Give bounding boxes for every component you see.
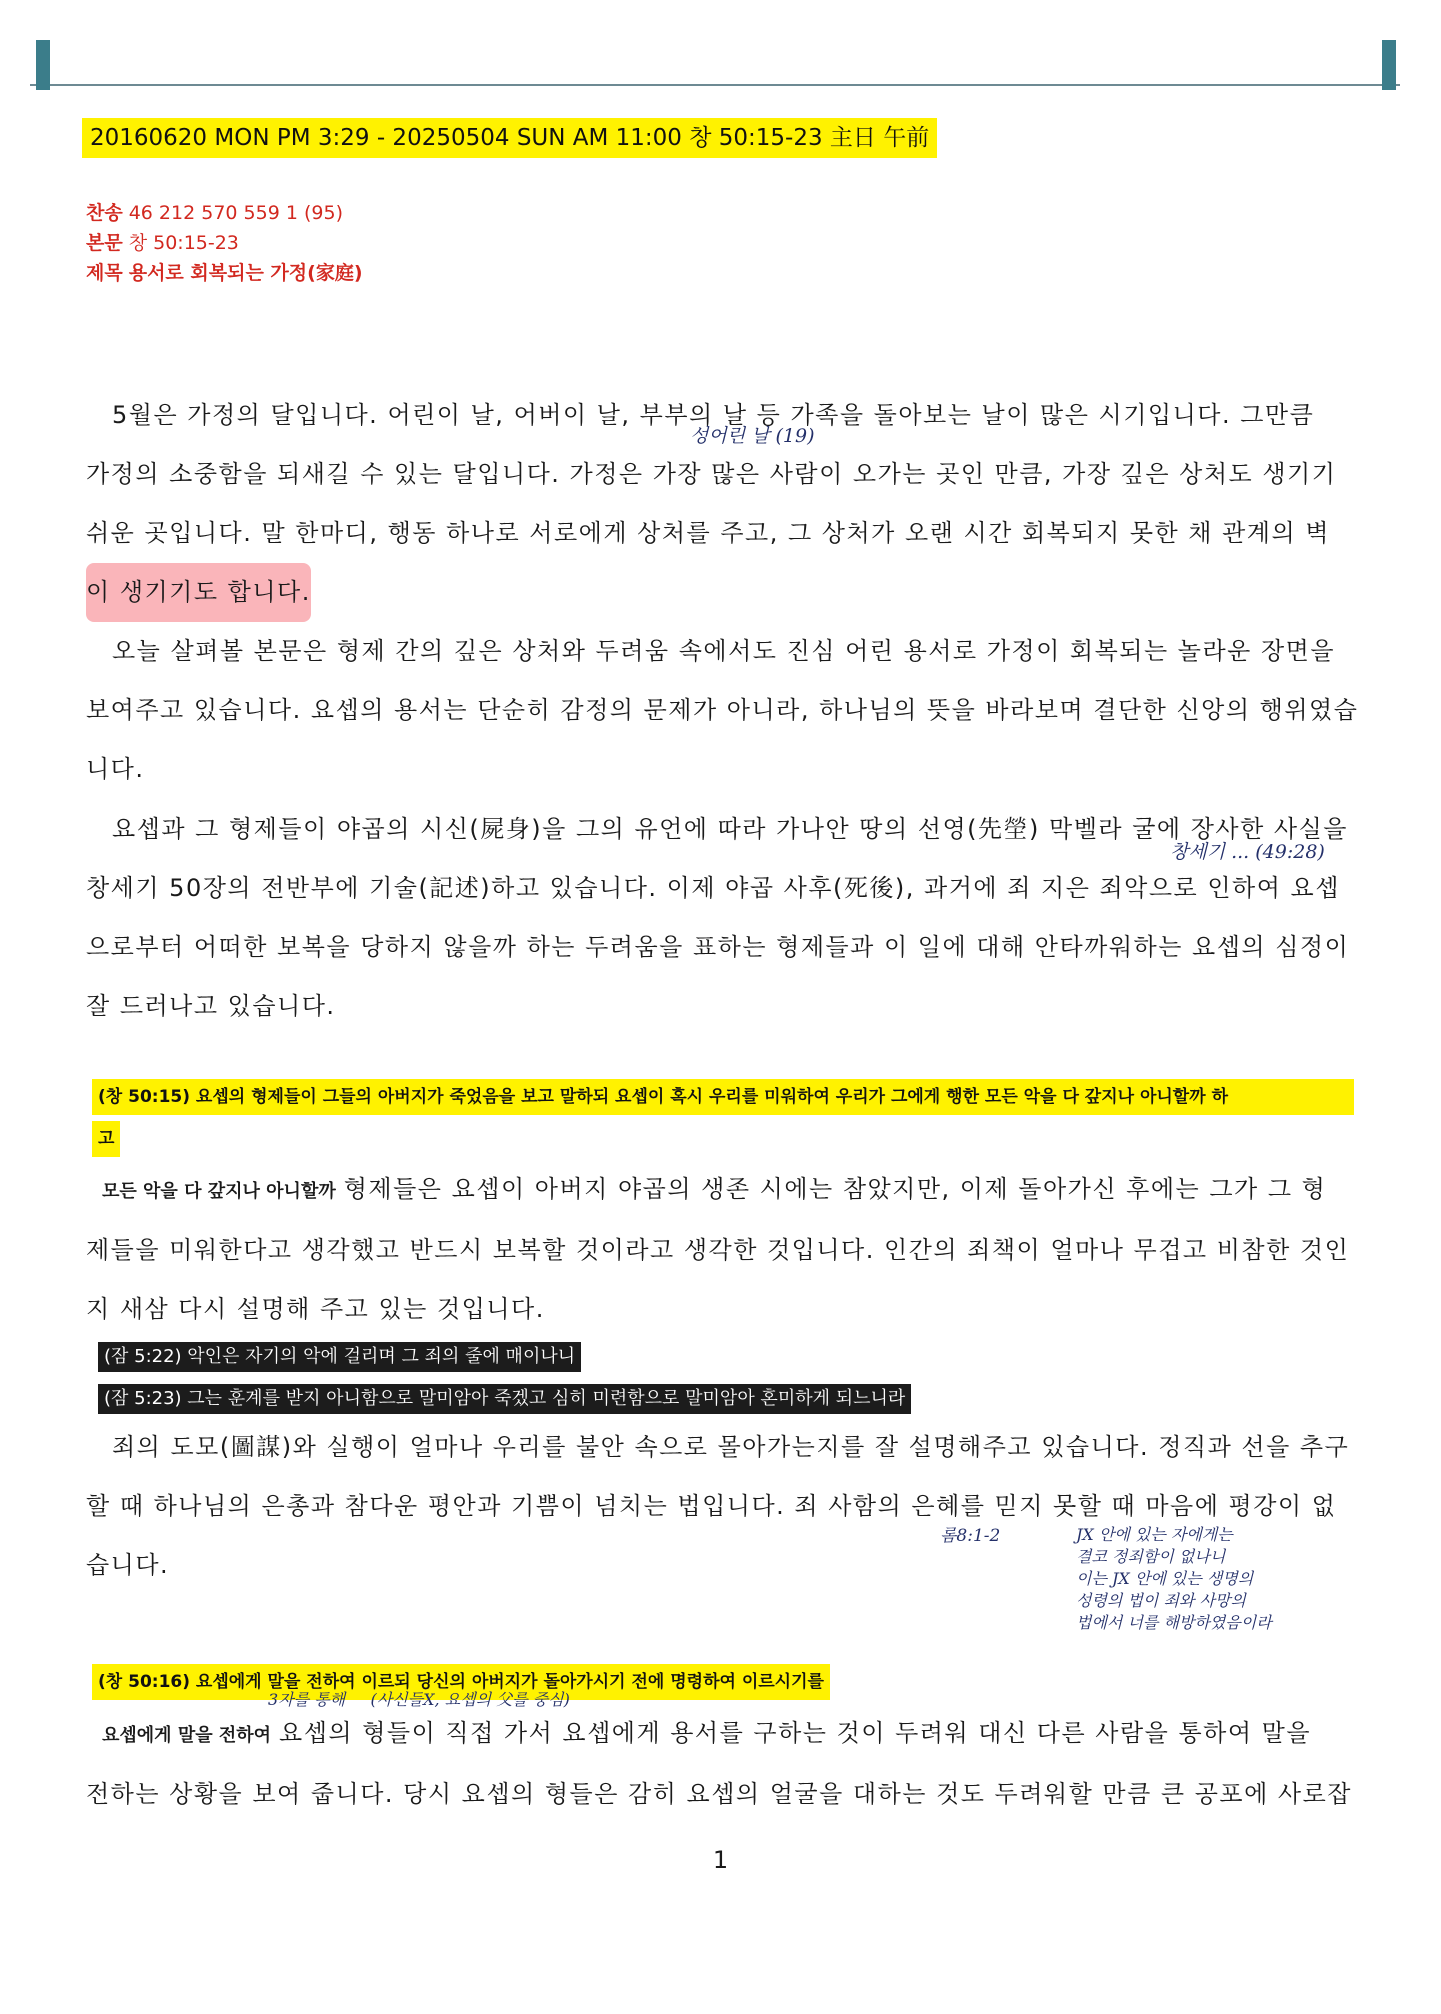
- sermon-date-line: 20160620 MON PM 3:29 - 20250504 SUN AM 11:00 창 50:15-23 主日 午前: [82, 118, 937, 158]
- paragraph-6: [86, 1704, 1350, 1824]
- hymn-value: 46 212 570 559 1 (95): [128, 202, 343, 224]
- paragraph-4: [86, 1160, 1350, 1339]
- right-binder-tab: [1382, 40, 1396, 90]
- verse-prov-5-23: (잠 5:23) 그는 훈계를 받지 아니함으로 말미암아 죽겠고 심히 미련함으로 말미암아 혼미하게 되느니라: [98, 1384, 911, 1414]
- p6-line-2: 전하는 상황을 보여 줍니다. 당시 요셉의 형들은 감히 요셉의 얼굴을 대하는 것도 두려워할 만큼 큰 공포에 사로잡: [86, 1780, 1352, 1808]
- sermon-meta: [86, 198, 363, 288]
- handwritten-note-4: JX 안에 있는 자에게는 결코 정죄함이 없나니 이는 JX 안에 있는 생명의 성령의 법이 죄와 사망의 법에서 너를 해방하였음이라: [1076, 1525, 1272, 1632]
- p4-line-2: 제들을 미워한다고 생각했고 반드시 보복할 것이라고 생각한 것입니다. 인간의 죄책이 얼마나 무겁고 비참한 것인: [86, 1236, 1350, 1264]
- verse-gen-50-16: (창 50:16) 요셉에게 말을 전하여 이르되 당신의 아버지가 돌아가시기 전에 명령하여 이르시기를: [92, 1664, 830, 1700]
- title-value: 용서로 회복되는 가정(家庭): [128, 262, 363, 284]
- p6-line-1: 요셉의 형들이 직접 가서 요셉에게 용서를 구하는 것이 두려워 대신 다른 사람을 통하여 말을: [279, 1719, 1312, 1747]
- p2-line-1: 오늘 살펴볼 본문은 형제 간의 깊은 상처와 두려움 속에서도 진심 어린 용서로 가정이 회복되는 놀라운 장면을: [112, 637, 1336, 665]
- p4-line-1: 형제들은 요셉이 아버지 야곱의 생존 시에는 참았지만, 이제 돌아가신 후에는 그가 그 형: [343, 1175, 1327, 1203]
- p4-lead: 모든 악을 다 갚지나 아니할까: [102, 1181, 336, 1202]
- p2-line-2: 보여주고 있습니다. 요셉의 용서는 단순히 감정의 문제가 아니라, 하나님의 뜻을 바라보며 결단한 신앙의 행위였습: [86, 696, 1359, 724]
- p3-line-3: 으로부터 어떠한 보복을 당하지 않을까 하는 두려움을 표하는 형제들과 이 일에 대해 안타까워하는 요셉의 심정이: [86, 933, 1350, 961]
- handwritten-note-1: 성어린 날 (19): [690, 425, 815, 447]
- verse-gen-50-15: (창 50:15) 요셉의 형제들이 그들의 아버지가 죽었음을 보고 말하되 요셉이 혹시 우리를 미워하여 우리가 그에게 행한 모든 악을 다 갚지나 아니할까 하: [92, 1079, 1354, 1115]
- p5-line-2: 할 때 하나님의 은총과 참다운 평안과 기쁨이 넘치는 법입니다. 죄 사함의 은혜를 믿지 못할 때 마음에 평강이 없: [86, 1492, 1337, 1520]
- verse-prov-5-22: (잠 5:22) 악인은 자기의 악에 걸리며 그 죄의 줄에 매이나니: [98, 1342, 581, 1372]
- text-label: 본문: [86, 232, 123, 254]
- p1-line-2: 가정의 소중함을 되새길 수 있는 달입니다. 가정은 가장 많은 사람이 오가는 곳인 만큼, 가장 깊은 상처도 생기기: [86, 460, 1337, 488]
- paragraph-2: [86, 622, 1359, 799]
- title-label: 제목: [86, 262, 123, 284]
- handwritten-note-2: 창세기 ... (49:28): [1170, 841, 1325, 863]
- p3-line-1: 요셉과 그 형제들이 야곱의 시신(屍身)을 그의 유언에 따라 가나안 땅의 선영(先塋) 막벨라 굴에 장사한 사실을: [112, 815, 1348, 843]
- paragraph-1: [86, 386, 1350, 622]
- left-binder-tab: [36, 40, 50, 90]
- p1-line-3: 쉬운 곳입니다. 말 한마디, 행동 하나로 서로에게 상처를 주고, 그 상처가 오랜 시간 회복되지 못한 채 관계의 벽: [86, 519, 1330, 547]
- p4-line-3: 지 새삼 다시 설명해 주고 있는 것입니다.: [86, 1295, 545, 1323]
- hymn-label: 찬송: [86, 202, 123, 224]
- p3-line-4: 잘 드러나고 있습니다.: [86, 992, 336, 1020]
- page-number: 1: [712, 1846, 729, 1874]
- p2-line-3: 니다.: [86, 755, 145, 783]
- p6-lead: 요셉에게 말을 전하여: [102, 1725, 272, 1746]
- handwritten-note-3: 롬8:1-2: [940, 1526, 1001, 1546]
- hymn-line: [86, 198, 363, 228]
- handwritten-note-5: 3자를 통해 (사신들X, 요셉의 父를 중심): [268, 1690, 570, 1709]
- p1-line-4: 이 생기기도 합니다.: [86, 563, 311, 622]
- p1-line-1: 5월은 가정의 달입니다. 어린이 날, 어버이 날, 부부의 날 등 가족을 돌아보는 날이 많은 시기입니다. 그만큼: [112, 401, 1315, 429]
- p3-line-2: 창세기 50장의 전반부에 기술(記述)하고 있습니다. 이제 야곱 사후(死後), 과거에 죄 지은 죄악으로 인하여 요셉: [86, 874, 1340, 902]
- text-value: 창 50:15-23: [128, 232, 239, 254]
- title-line: [86, 258, 363, 288]
- text-line: [86, 228, 363, 258]
- verse-gen-50-15-tail: 고: [92, 1121, 120, 1157]
- header-rule: [30, 84, 1400, 86]
- p5-line-1: 죄의 도모(圖謀)와 실행이 얼마나 우리를 불안 속으로 몰아가는지를 잘 설명해주고 있습니다. 정직과 선을 추구: [112, 1433, 1350, 1461]
- p5-line-3: 습니다.: [86, 1551, 170, 1579]
- paragraph-3: [86, 800, 1350, 1036]
